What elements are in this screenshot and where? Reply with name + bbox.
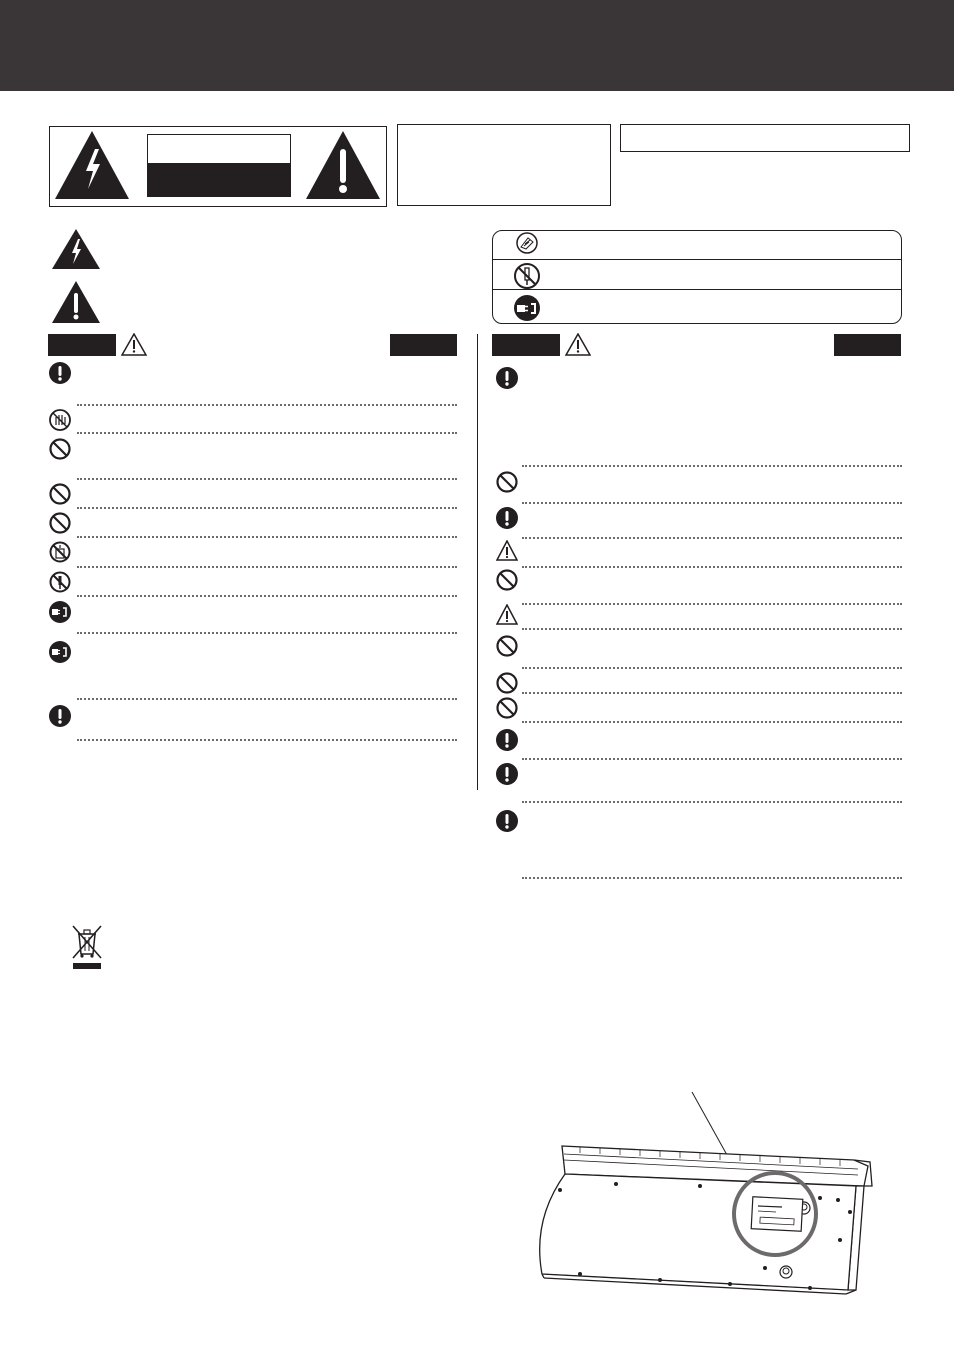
- separator: [77, 478, 457, 480]
- separator: [522, 603, 902, 605]
- separator: [522, 537, 902, 539]
- separator: [77, 595, 457, 597]
- exclamation-icon: [496, 367, 518, 389]
- separator: [77, 536, 457, 538]
- separator: [522, 502, 902, 504]
- wet-hands-icon: [49, 409, 71, 431]
- warning-tag-right: [492, 334, 560, 356]
- wet-hands-icon: [516, 232, 538, 254]
- prohibition-icon: [496, 471, 518, 493]
- separator: [522, 465, 902, 467]
- separator: [77, 566, 457, 568]
- no-disassemble-icon: [513, 262, 541, 290]
- prohibition-icon: [496, 635, 518, 657]
- symbol-legend: [492, 230, 902, 324]
- exclamation-icon: [496, 507, 518, 529]
- exclamation-triangle-icon: [306, 131, 380, 199]
- separator: [522, 628, 902, 630]
- exclamation-icon: [49, 705, 71, 727]
- exclamation-icon: [496, 810, 518, 832]
- caution-triangle-icon: [121, 333, 147, 356]
- separator: [522, 877, 902, 879]
- separator: [77, 632, 457, 634]
- separator: [77, 698, 457, 700]
- title-box: [620, 124, 910, 152]
- unplug-icon: [513, 294, 541, 322]
- separator: [77, 404, 457, 406]
- prohibition-icon: [496, 697, 518, 719]
- separator: [77, 432, 457, 434]
- exclamation-icon: [496, 729, 518, 751]
- crossed-bin-icon: [70, 924, 104, 970]
- header-bar: [0, 0, 954, 91]
- separator: [77, 739, 457, 741]
- separator: [522, 692, 902, 694]
- caution-triangle-icon: [496, 540, 518, 562]
- separator: [522, 758, 902, 760]
- prohibition-icon: [49, 483, 71, 505]
- category-tag-right: [834, 334, 901, 356]
- separator: [522, 801, 902, 803]
- caution-label: [147, 134, 291, 197]
- unplug-icon: [49, 641, 71, 663]
- prohibition-icon: [49, 438, 71, 460]
- category-tag-left: [390, 334, 457, 356]
- warning-tag-left: [48, 334, 116, 356]
- prohibition-icon: [496, 569, 518, 591]
- column-divider: [477, 334, 478, 790]
- separator: [522, 721, 902, 723]
- separator: [77, 507, 457, 509]
- product-illustration: [520, 1090, 880, 1310]
- prohibition-icon: [49, 512, 71, 534]
- caution-triangle-icon: [496, 604, 518, 626]
- no-liquid-icon: [49, 541, 71, 563]
- separator: [522, 667, 902, 669]
- unplug-icon: [49, 601, 71, 623]
- exclamation-icon: [49, 362, 71, 384]
- exclamation-triangle-icon: [52, 281, 100, 323]
- exclamation-icon: [496, 763, 518, 785]
- lightning-triangle-icon: [52, 229, 100, 269]
- separator: [522, 566, 902, 568]
- lightning-triangle-icon: [55, 131, 129, 199]
- prohibition-icon: [496, 672, 518, 694]
- no-disassemble-icon: [49, 571, 71, 593]
- caution-triangle-icon: [565, 333, 591, 356]
- info-box: [397, 124, 611, 206]
